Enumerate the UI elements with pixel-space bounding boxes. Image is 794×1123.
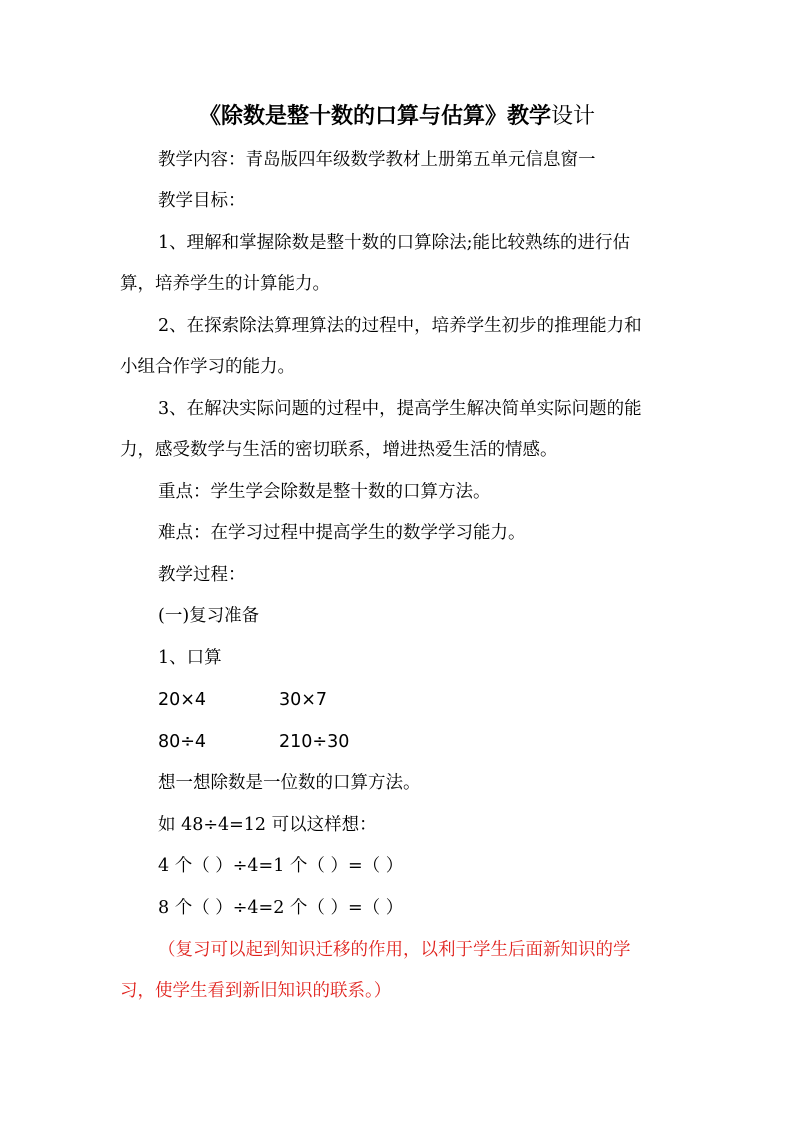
key-point: 重点：学生学会除数是整十数的口算方法。 xyxy=(158,482,491,502)
think-line: 想一想除数是一位数的口算方法。 xyxy=(158,773,421,793)
section-heading-review: (一)复习准备 xyxy=(158,606,260,626)
title-bold-part: 《除数是整十数的口算与估算》教学 xyxy=(198,103,551,129)
calc-row-2-a: 80÷4 xyxy=(158,732,207,752)
objective-1-line-1: 1、理解和掌握除数是整十数的口算除法;能比较熟练的进行估 xyxy=(158,233,631,253)
objective-2-line-2: 小组合作学习的能力。 xyxy=(120,357,295,377)
teacher-note-line-1: （复习可以起到知识迁移的作用，以利于学生后面新知识的学 xyxy=(158,940,631,960)
title-normal-part: 设计 xyxy=(551,104,596,129)
fill-in-line-2: 8 个（ ）÷4=2 个（ ）=（ ） xyxy=(158,898,404,918)
objective-3-line-2: 力，感受数学与生活的密切联系，增进热爱生活的情感。 xyxy=(120,440,558,460)
objectives-heading: 教学目标： xyxy=(158,191,246,211)
difficulty: 难点：在学习过程中提高学生的数学学习能力。 xyxy=(158,523,526,543)
objective-2-line-1: 2、在探索除法算理算法的过程中，培养学生初步的推理能力和 xyxy=(158,316,642,336)
fill-in-line-1: 4 个（ ）÷4=1 个（ ）=（ ） xyxy=(158,856,404,876)
objective-1-line-2: 算，培养学生的计算能力。 xyxy=(120,274,330,294)
item-oral-calculation: 1、口算 xyxy=(158,648,222,668)
document-title xyxy=(0,100,794,133)
calc-row-1-b: 30×7 xyxy=(279,690,328,710)
calc-row-2-b: 210÷30 xyxy=(279,732,350,752)
calc-row-1-a: 20×4 xyxy=(158,690,207,710)
process-heading: 教学过程： xyxy=(158,565,246,585)
example-line: 如 48÷4=12 可以这样想： xyxy=(158,815,377,835)
objective-3-line-1: 3、在解决实际问题的过程中，提高学生解决简单实际问题的能 xyxy=(158,399,642,419)
teacher-note-line-2: 习，使学生看到新旧知识的联系。） xyxy=(120,981,392,1001)
teaching-content: 教学内容：青岛版四年级数学教材上册第五单元信息窗一 xyxy=(158,150,596,170)
